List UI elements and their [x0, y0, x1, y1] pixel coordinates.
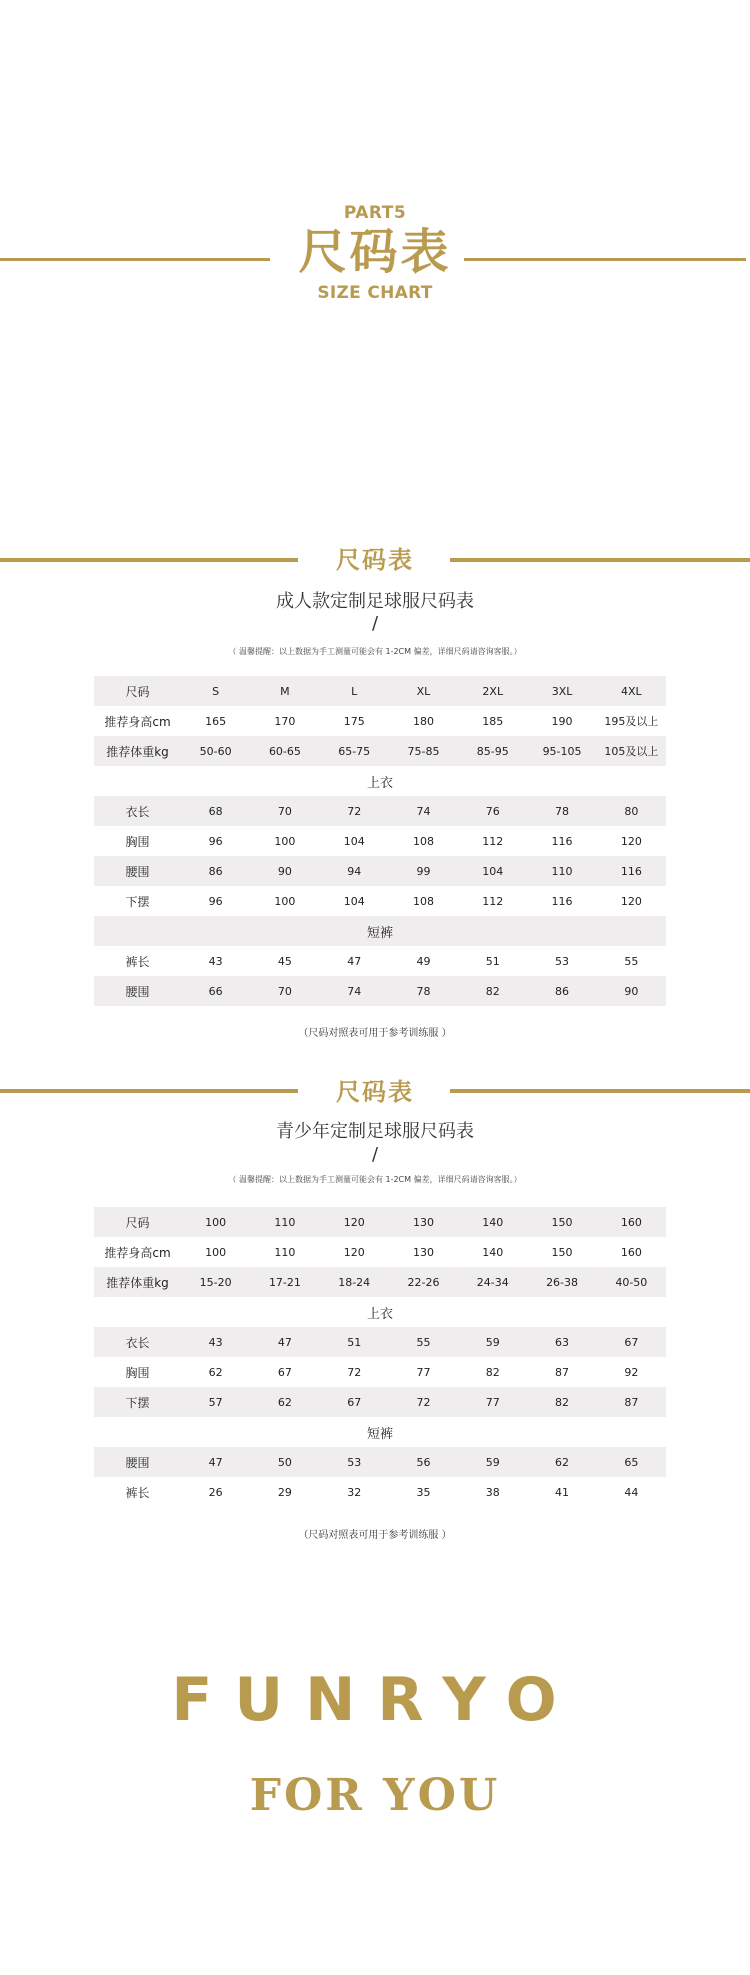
youth-top-rows: [94, 1327, 666, 1417]
youth-tip: （ 温馨提醒：以上数据为手工测量可能会有 1-2CM 偏差，详细尺码请咨询客服。）: [228, 1175, 522, 1184]
table-cell: 70: [277, 804, 292, 818]
table-cell: 99: [416, 864, 431, 878]
table-cell: 140: [482, 1215, 504, 1229]
row-header-cell: 腰围: [125, 984, 150, 999]
table-cell: 26-38: [546, 1275, 579, 1289]
table-cell: 92: [624, 1365, 639, 1379]
table-cell: 120: [343, 1245, 365, 1259]
table-row: [94, 1267, 666, 1297]
table-cell: 67: [347, 1395, 362, 1409]
table-cell: 116: [551, 834, 573, 848]
table-cell: 70: [277, 984, 292, 998]
adult-table-title: 成人款定制足球服尺码表: [276, 591, 474, 612]
adult-slash: /: [371, 613, 379, 634]
table-cell: 74: [416, 804, 431, 818]
adult-basic-rows: [94, 676, 666, 766]
adult-size-table: [94, 676, 666, 1006]
table-cell: 104: [343, 834, 365, 848]
adult-tip: （ 温馨提醒：以上数据为手工测量可能会有 1-2CM 偏差，详细尺码请咨询客服。）: [228, 647, 522, 656]
table-cell: 17-21: [268, 1275, 301, 1289]
youth-note: （尺码对照表可用于参考训练服 ）: [298, 1530, 452, 1541]
table-row: [94, 1207, 666, 1237]
table-cell: L: [351, 684, 358, 698]
table-cell: 90: [624, 984, 639, 998]
table-cell: 150: [551, 1245, 573, 1259]
table-cell: 65-75: [338, 744, 371, 758]
table-cell: 120: [620, 894, 642, 908]
table-cell: 56: [416, 1455, 431, 1469]
table-cell: 18-24: [338, 1275, 371, 1289]
table-cell: 59: [485, 1455, 500, 1469]
table-row: [94, 886, 666, 916]
table-row: [94, 1237, 666, 1267]
table-cell: 35: [416, 1485, 431, 1499]
table-cell: 86: [208, 864, 223, 878]
row-header-cell: 衣长: [125, 804, 150, 819]
table-cell: 44: [624, 1485, 639, 1499]
table-cell: 110: [551, 864, 573, 878]
row-header-cell: 衣长: [125, 1335, 150, 1350]
table-row: [94, 706, 666, 736]
table-cell: 95-105: [542, 744, 582, 758]
table-cell: 87: [555, 1365, 570, 1379]
table-cell: 38: [485, 1485, 500, 1499]
table-cell: 74: [347, 984, 362, 998]
table-cell: 47: [277, 1335, 292, 1349]
table-cell: 47: [208, 1455, 223, 1469]
table-cell: 175: [343, 714, 365, 728]
table-cell: 53: [347, 1455, 362, 1469]
table-cell: 130: [412, 1215, 434, 1229]
table-cell: 112: [482, 894, 504, 908]
table-cell: 120: [343, 1215, 365, 1229]
table-cell: 3XL: [551, 684, 573, 698]
table-cell: 22-26: [407, 1275, 440, 1289]
table-row: [94, 796, 666, 826]
table-cell: 160: [620, 1215, 642, 1229]
table-cell: 160: [620, 1245, 642, 1259]
table-row: [94, 1357, 666, 1387]
table-cell: 110: [274, 1215, 296, 1229]
table-cell: 130: [412, 1245, 434, 1259]
adult-section-title: 尺码表: [336, 546, 414, 574]
row-header-cell: 裤长: [125, 1485, 150, 1500]
table-cell: 26: [208, 1485, 223, 1499]
adult-shorts-rows: [94, 946, 666, 1006]
row-header-cell: 下摆: [125, 894, 150, 909]
youth-shorts-label-row: [94, 1417, 666, 1447]
table-cell: 67: [277, 1365, 292, 1379]
table-cell: 75-85: [407, 744, 440, 758]
table-cell: 104: [343, 894, 365, 908]
table-cell: 68: [208, 804, 223, 818]
table-cell: 77: [485, 1395, 500, 1409]
table-cell: 100: [205, 1215, 227, 1229]
table-row: [94, 1327, 666, 1357]
row-header-cell: 推荐体重kg: [106, 1275, 169, 1290]
part-label: PART5: [343, 203, 407, 223]
table-cell: XL: [416, 684, 431, 698]
table-cell: 62: [277, 1395, 292, 1409]
youth-top-label-row: [94, 1297, 666, 1327]
table-cell: 96: [208, 894, 223, 908]
row-header-cell: 胸围: [125, 1365, 150, 1380]
table-cell: 104: [482, 864, 504, 878]
page-title: 尺码表: [298, 224, 452, 280]
adult-shorts-label-row: [94, 916, 666, 946]
youth-top-label: 上衣: [366, 1306, 393, 1322]
row-header-cell: 裤长: [125, 954, 150, 969]
table-cell: M: [280, 684, 290, 698]
row-header-cell: 胸围: [125, 834, 150, 849]
youth-size-table: [94, 1207, 666, 1507]
table-cell: 90: [277, 864, 292, 878]
youth-line-right: [450, 1089, 750, 1093]
youth-section-title: 尺码表: [336, 1078, 414, 1106]
table-cell: 67: [624, 1335, 639, 1349]
table-row: [94, 826, 666, 856]
table-cell: 51: [485, 954, 500, 968]
table-cell: 15-20: [199, 1275, 232, 1289]
table-cell: 55: [416, 1335, 431, 1349]
table-cell: 60-65: [268, 744, 301, 758]
table-cell: 170: [274, 714, 296, 728]
table-row: [94, 976, 666, 1006]
table-cell: 108: [412, 894, 434, 908]
table-cell: 180: [412, 714, 434, 728]
table-cell: 77: [416, 1365, 431, 1379]
table-cell: 66: [208, 984, 223, 998]
table-cell: 82: [485, 1365, 500, 1379]
table-cell: 72: [416, 1395, 431, 1409]
table-cell: 82: [485, 984, 500, 998]
table-cell: 78: [416, 984, 431, 998]
table-cell: 72: [347, 804, 362, 818]
youth-slash: /: [371, 1144, 379, 1165]
table-cell: 94: [347, 864, 362, 878]
adult-line-right: [450, 558, 750, 562]
table-cell: 43: [208, 954, 223, 968]
page-subtitle: SIZE CHART: [317, 283, 433, 303]
adult-note: （尺码对照表可用于参考训练服 ）: [298, 1028, 452, 1039]
row-header-cell: 尺码: [125, 684, 150, 699]
table-cell: 40-50: [615, 1275, 648, 1289]
youth-basic-rows: [94, 1207, 666, 1297]
table-cell: 112: [482, 834, 504, 848]
row-header-cell: 尺码: [125, 1215, 150, 1230]
table-cell: 100: [205, 1245, 227, 1259]
table-row: [94, 1387, 666, 1417]
adult-shorts-label: 短裤: [366, 925, 393, 941]
row-header-cell: 腰围: [125, 1455, 150, 1470]
table-row: [94, 736, 666, 766]
youth-table-title: 青少年定制足球服尺码表: [276, 1121, 474, 1142]
table-cell: 49: [416, 954, 431, 968]
table-cell: 53: [555, 954, 570, 968]
table-cell: 116: [620, 864, 642, 878]
table-cell: 57: [208, 1395, 223, 1409]
table-cell: 51: [347, 1335, 362, 1349]
table-cell: 185: [482, 714, 504, 728]
table-cell: 110: [274, 1245, 296, 1259]
row-header-cell: 腰围: [125, 864, 150, 879]
table-cell: 65: [624, 1455, 639, 1469]
table-cell: 72: [347, 1365, 362, 1379]
row-header-cell: 推荐身高cm: [104, 1245, 171, 1260]
table-cell: 62: [555, 1455, 570, 1469]
table-cell: 150: [551, 1215, 573, 1229]
adult-top-label-row: [94, 766, 666, 796]
table-cell: 140: [482, 1245, 504, 1259]
table-cell: 96: [208, 834, 223, 848]
table-cell: 32: [347, 1485, 362, 1499]
table-cell: 43: [208, 1335, 223, 1349]
table-cell: 100: [274, 894, 296, 908]
table-cell: 78: [555, 804, 570, 818]
table-cell: 59: [485, 1335, 500, 1349]
table-cell: 86: [555, 984, 570, 998]
table-row: [94, 946, 666, 976]
table-cell: 120: [620, 834, 642, 848]
table-row: [94, 676, 666, 706]
table-cell: 165: [205, 714, 227, 728]
table-cell: 2XL: [482, 684, 504, 698]
table-cell: 62: [208, 1365, 223, 1379]
table-cell: 108: [412, 834, 434, 848]
table-cell: 50: [277, 1455, 292, 1469]
table-cell: 76: [485, 804, 500, 818]
table-cell: S: [212, 684, 220, 698]
table-cell: 55: [624, 954, 639, 968]
brand-logo: FUNRYO: [171, 1665, 579, 1735]
table-cell: 63: [555, 1335, 570, 1349]
table-cell: 85-95: [476, 744, 509, 758]
table-row: [94, 1477, 666, 1507]
table-cell: 45: [277, 954, 292, 968]
brand-tagline: FOR YOU: [249, 1770, 501, 1821]
adult-top-label: 上衣: [366, 775, 393, 791]
table-cell: 100: [274, 834, 296, 848]
youth-shorts-label: 短裤: [366, 1426, 393, 1442]
table-cell: 80: [624, 804, 639, 818]
table-row: [94, 1447, 666, 1477]
table-cell: 24-34: [476, 1275, 509, 1289]
table-cell: 4XL: [620, 684, 642, 698]
row-header-cell: 推荐身高cm: [104, 714, 171, 729]
table-cell: 190: [551, 714, 573, 728]
table-cell: 105及以上: [604, 745, 659, 758]
table-cell: 87: [624, 1395, 639, 1409]
youth-shorts-rows: [94, 1447, 666, 1507]
table-cell: 82: [555, 1395, 570, 1409]
row-header-cell: 下摆: [125, 1395, 150, 1410]
table-cell: 29: [277, 1485, 292, 1499]
header-line-right: [464, 258, 746, 261]
table-cell: 41: [555, 1485, 570, 1499]
table-cell: 50-60: [199, 744, 232, 758]
row-header-cell: 推荐体重kg: [106, 744, 169, 759]
table-row: [94, 856, 666, 886]
table-cell: 195及以上: [604, 715, 659, 728]
adult-top-rows: [94, 796, 666, 916]
table-cell: 116: [551, 894, 573, 908]
table-cell: 47: [347, 954, 362, 968]
